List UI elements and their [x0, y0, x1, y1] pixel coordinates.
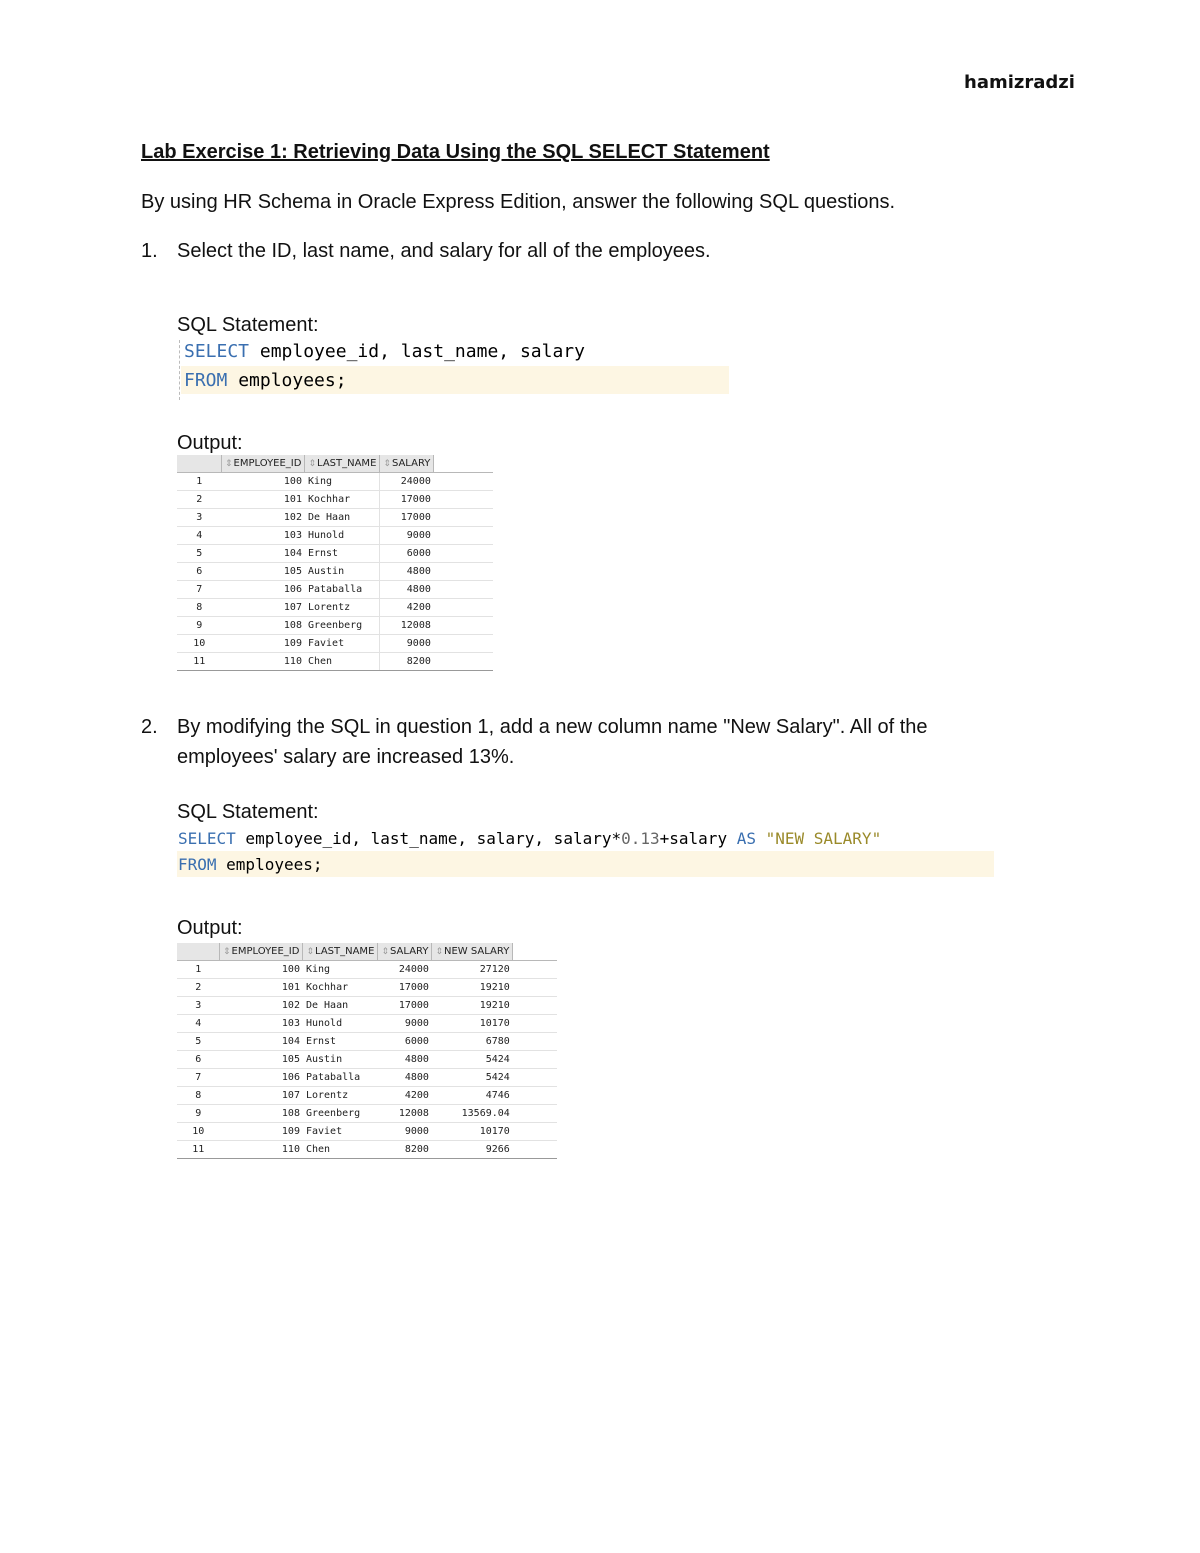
cell-new-salary: 6780: [432, 1033, 513, 1051]
column-header[interactable]: ⇕NEW SALARY: [432, 943, 513, 961]
cell-salary: 4800: [378, 1069, 432, 1087]
sql-string: "NEW SALARY": [755, 829, 882, 848]
cell-empty: [434, 473, 493, 491]
sql-keyword: FROM: [178, 855, 217, 874]
cell-salary: 17000: [378, 997, 432, 1015]
cell-salary: 4200: [380, 599, 434, 617]
table-row[interactable]: [177, 1051, 557, 1069]
cell-employee-id: 102: [222, 509, 305, 527]
cell-empty: [513, 1087, 557, 1105]
sql-keyword: AS: [736, 829, 756, 848]
cell-salary: 17000: [380, 491, 434, 509]
output-table-2: [177, 943, 557, 1159]
column-header[interactable]: ⇕SALARY: [380, 455, 434, 473]
cell-last-name: Ernst: [303, 1033, 378, 1051]
intro-text: By using HR Schema in Oracle Express Edition, answer the following SQL questions.: [141, 191, 896, 213]
column-header[interactable]: ⇕EMPLOYEE_ID: [220, 943, 303, 961]
cell-salary: 4200: [378, 1087, 432, 1105]
author-name: hamizradzi: [964, 72, 1075, 93]
table-row[interactable]: [177, 1087, 557, 1105]
cell-salary: 24000: [380, 473, 434, 491]
table-row[interactable]: [177, 509, 493, 527]
cell-empty: [434, 635, 493, 653]
column-header[interactable]: ⇕LAST_NAME: [303, 943, 378, 961]
row-number: 11: [177, 653, 222, 671]
column-header[interactable]: ⇕LAST_NAME: [305, 455, 380, 473]
cell-employee-id: 106: [222, 581, 305, 599]
table-row[interactable]: [177, 545, 493, 563]
sql-text: +salary: [659, 829, 737, 848]
cell-new-salary: 19210: [432, 979, 513, 997]
cell-empty: [434, 563, 493, 581]
cell-salary: 9000: [378, 1123, 432, 1141]
cell-empty: [434, 509, 493, 527]
sql-keyword: SELECT: [178, 829, 236, 848]
sort-icon: ⇕: [306, 947, 315, 957]
cell-empty: [434, 599, 493, 617]
table-row[interactable]: [177, 653, 493, 671]
sql-label: SQL Statement:: [177, 314, 319, 336]
cell-employee-id: 109: [220, 1123, 303, 1141]
row-number: 2: [177, 491, 222, 509]
table-row[interactable]: [177, 961, 557, 979]
cell-last-name: King: [305, 473, 380, 491]
sql-statement-2: [178, 826, 881, 878]
question-text: Select the ID, last name, and salary for all of the employees.: [177, 240, 711, 262]
cell-last-name: Faviet: [305, 635, 380, 653]
table-row[interactable]: [177, 635, 493, 653]
row-number: 9: [177, 1105, 220, 1123]
row-number: 6: [177, 1051, 220, 1069]
cell-last-name: Austin: [303, 1051, 378, 1069]
row-number: 8: [177, 599, 222, 617]
row-number: 3: [177, 509, 222, 527]
row-number: 1: [177, 473, 222, 491]
row-number-header: [177, 455, 222, 473]
cell-last-name: Greenberg: [305, 617, 380, 635]
cell-employee-id: 104: [222, 545, 305, 563]
table-row[interactable]: [177, 617, 493, 635]
table-row[interactable]: [177, 1069, 557, 1087]
cell-employee-id: 101: [220, 979, 303, 997]
cell-empty: [434, 653, 493, 671]
table-row[interactable]: [177, 491, 493, 509]
cell-new-salary: 5424: [432, 1069, 513, 1087]
row-number: 4: [177, 527, 222, 545]
sort-icon: ⇕: [223, 947, 231, 957]
sql-text: employee_id, last_name, salary, salary*: [235, 829, 622, 848]
row-number-header: [177, 943, 220, 961]
question-number: 1.: [141, 240, 158, 262]
cell-salary: 4800: [380, 581, 434, 599]
cell-empty: [513, 1069, 557, 1087]
cell-new-salary: 4746: [432, 1087, 513, 1105]
cell-new-salary: 5424: [432, 1051, 513, 1069]
cell-employee-id: 100: [220, 961, 303, 979]
cell-empty: [513, 997, 557, 1015]
cell-employee-id: 110: [220, 1141, 303, 1159]
cell-employee-id: 107: [222, 599, 305, 617]
cell-last-name: Kochhar: [303, 979, 378, 997]
sort-icon: ⇕: [225, 459, 233, 469]
cell-last-name: De Haan: [303, 997, 378, 1015]
cell-employee-id: 108: [220, 1105, 303, 1123]
cell-salary: 6000: [380, 545, 434, 563]
cell-empty: [513, 961, 557, 979]
cell-employee-id: 108: [222, 617, 305, 635]
cell-employee-id: 107: [220, 1087, 303, 1105]
question-1: [141, 236, 997, 266]
sort-icon: ⇕: [435, 947, 443, 957]
column-header[interactable]: ⇕SALARY: [378, 943, 432, 961]
cell-last-name: Pataballa: [305, 581, 380, 599]
row-number: 5: [177, 1033, 220, 1051]
table-row[interactable]: [177, 1015, 557, 1033]
row-number: 9: [177, 617, 222, 635]
row-number: 10: [177, 1123, 220, 1141]
cell-salary: 4800: [380, 563, 434, 581]
cell-empty: [513, 1051, 557, 1069]
row-number: 8: [177, 1087, 220, 1105]
table-row[interactable]: [177, 473, 493, 491]
cell-empty: [434, 545, 493, 563]
cell-employee-id: 102: [220, 997, 303, 1015]
sql-statement-1: [184, 337, 585, 395]
row-number: 2: [177, 979, 220, 997]
sql-keyword: SELECT: [184, 341, 250, 362]
question-text: By modifying the SQL in question 1, add a new column name "New Salary". All of the employees' salary are increased 13%.: [177, 716, 928, 768]
question-2: [141, 712, 1007, 772]
output-label: Output:: [177, 917, 243, 939]
table-row[interactable]: [177, 599, 493, 617]
cell-last-name: Austin: [305, 563, 380, 581]
table-header-row: [177, 455, 493, 473]
cell-empty: [434, 617, 493, 635]
cell-empty: [513, 1141, 557, 1159]
empty-header: [513, 943, 557, 961]
cell-salary: 24000: [378, 961, 432, 979]
table-row[interactable]: [177, 563, 493, 581]
cell-last-name: Lorentz: [303, 1087, 378, 1105]
cell-salary: 6000: [378, 1033, 432, 1051]
row-number: 10: [177, 635, 222, 653]
cell-empty: [513, 1033, 557, 1051]
cell-employee-id: 105: [220, 1051, 303, 1069]
sort-icon: ⇕: [381, 947, 390, 957]
table-row[interactable]: [177, 1105, 557, 1123]
cell-last-name: Lorentz: [305, 599, 380, 617]
cell-salary: 9000: [378, 1015, 432, 1033]
row-number: 4: [177, 1015, 220, 1033]
table-header-row: [177, 943, 557, 961]
cell-last-name: Pataballa: [303, 1069, 378, 1087]
cell-salary: 9000: [380, 527, 434, 545]
row-number: 5: [177, 545, 222, 563]
cell-salary: 17000: [378, 979, 432, 997]
table-row[interactable]: [177, 1123, 557, 1141]
empty-header: [434, 455, 493, 473]
cell-salary: 12008: [380, 617, 434, 635]
cell-new-salary: 13569.04: [432, 1105, 513, 1123]
sql-keyword: FROM: [184, 370, 228, 391]
sql-text: employees;: [227, 370, 347, 391]
cell-last-name: Chen: [303, 1141, 378, 1159]
cell-last-name: De Haan: [305, 509, 380, 527]
cell-empty: [434, 491, 493, 509]
cell-employee-id: 103: [220, 1015, 303, 1033]
cell-empty: [513, 1105, 557, 1123]
question-number: 2.: [141, 716, 158, 738]
cell-employee-id: 103: [222, 527, 305, 545]
table-row[interactable]: [177, 1033, 557, 1051]
cell-employee-id: 101: [222, 491, 305, 509]
cell-new-salary: 9266: [432, 1141, 513, 1159]
row-number: 6: [177, 563, 222, 581]
cell-last-name: King: [303, 961, 378, 979]
cell-last-name: Faviet: [303, 1123, 378, 1141]
cell-empty: [513, 1015, 557, 1033]
row-number: 3: [177, 997, 220, 1015]
output-label: Output:: [177, 432, 243, 454]
table-row[interactable]: [177, 527, 493, 545]
row-number: 11: [177, 1141, 220, 1159]
table-row[interactable]: [177, 1141, 557, 1159]
sort-icon: ⇕: [383, 459, 391, 469]
cell-employee-id: 110: [222, 653, 305, 671]
sql-label: SQL Statement:: [177, 801, 319, 823]
cell-new-salary: 27120: [432, 961, 513, 979]
cell-employee-id: 106: [220, 1069, 303, 1087]
cell-salary: 4800: [378, 1051, 432, 1069]
cell-empty: [434, 527, 493, 545]
cell-empty: [513, 979, 557, 997]
column-header[interactable]: ⇕EMPLOYEE_ID: [222, 455, 305, 473]
row-number: 7: [177, 581, 222, 599]
sql-text: employees;: [216, 855, 323, 874]
cell-last-name: Greenberg: [303, 1105, 378, 1123]
cell-salary: 12008: [378, 1105, 432, 1123]
cell-salary: 17000: [380, 509, 434, 527]
table-row[interactable]: [177, 997, 557, 1015]
editor-margin: [179, 340, 180, 400]
cell-new-salary: 10170: [432, 1123, 513, 1141]
cell-last-name: Kochhar: [305, 491, 380, 509]
cell-employee-id: 109: [222, 635, 305, 653]
sql-number: 0.13: [621, 829, 660, 848]
cell-employee-id: 105: [222, 563, 305, 581]
cell-last-name: Hunold: [305, 527, 380, 545]
output-table-1: [177, 455, 493, 671]
cell-new-salary: 10170: [432, 1015, 513, 1033]
cell-employee-id: 104: [220, 1033, 303, 1051]
row-number: 7: [177, 1069, 220, 1087]
cell-last-name: Ernst: [305, 545, 380, 563]
cell-empty: [513, 1123, 557, 1141]
cell-last-name: Chen: [305, 653, 380, 671]
row-number: 1: [177, 961, 220, 979]
cell-salary: 8200: [378, 1141, 432, 1159]
cell-employee-id: 100: [222, 473, 305, 491]
sort-icon: ⇕: [308, 459, 317, 469]
cell-empty: [434, 581, 493, 599]
cell-salary: 9000: [380, 635, 434, 653]
cell-salary: 8200: [380, 653, 434, 671]
sql-text: employee_id, last_name, salary: [249, 341, 585, 362]
page-title: Lab Exercise 1: Retrieving Data Using the SQL SELECT Statement: [141, 141, 770, 163]
table-row[interactable]: [177, 581, 493, 599]
cell-last-name: Hunold: [303, 1015, 378, 1033]
table-row[interactable]: [177, 979, 557, 997]
cell-new-salary: 19210: [432, 997, 513, 1015]
